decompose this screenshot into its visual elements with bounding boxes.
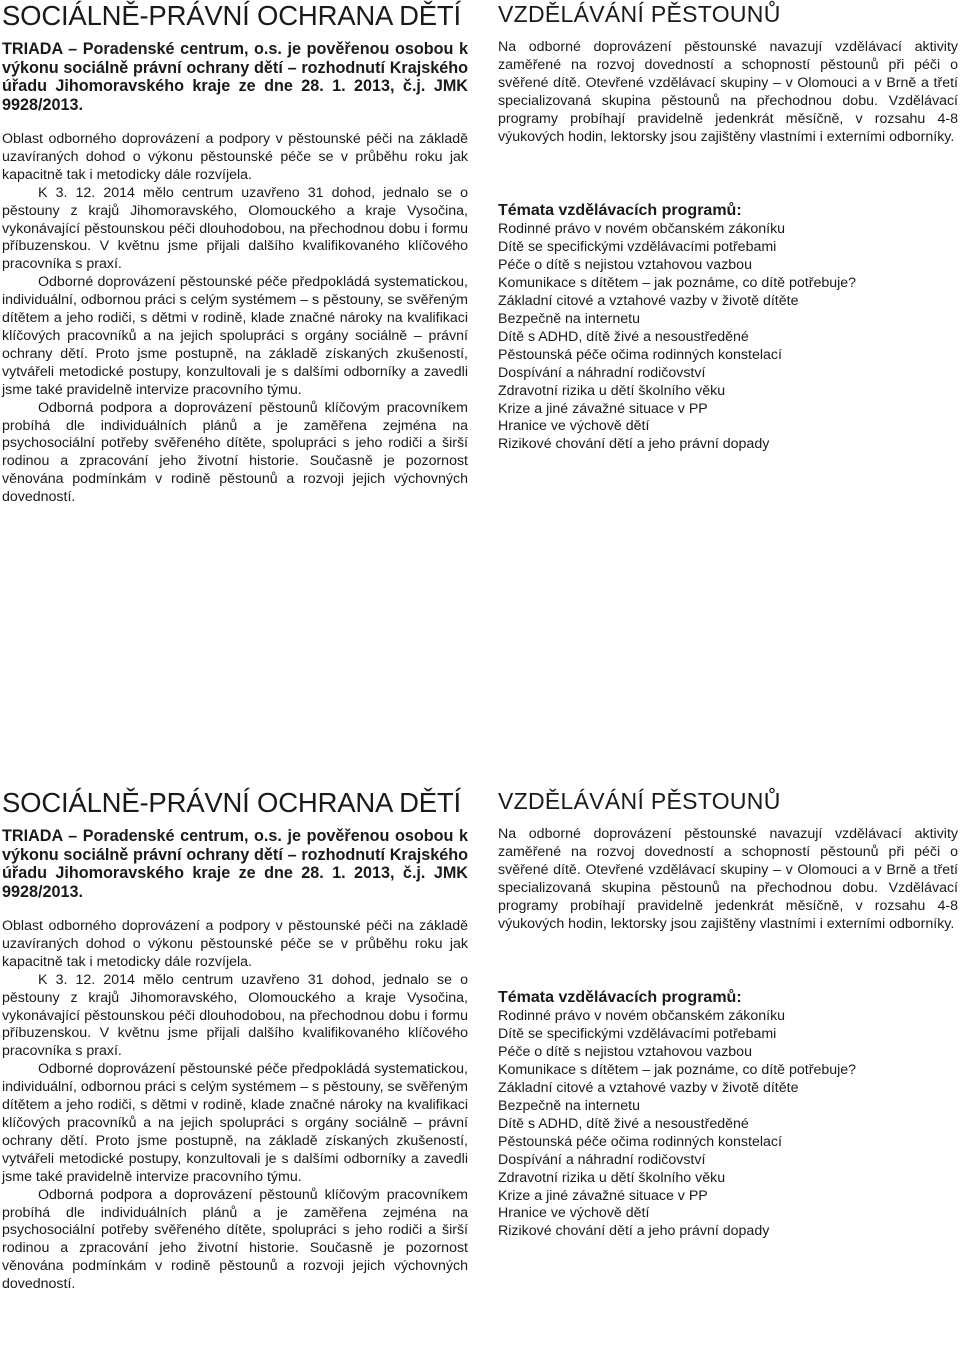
topics-heading: Témata vzdělávacích programů: [498,202,742,220]
body-paragraph: Odborné doprovázení pěstounské péče předpokládá systematickou, individuální, odbornou práci s celým systémem – s pěstouny, se svěřeným dítětem a jeho rodiči, s dětmi v rodině, klade značné nároky na kvalifikaci klíčových pracovníků a na jejich spolupráci s orgány sociálně – právní ochrany dětí. Proto jsme postupně, na základě získaných zkušeností, vytvářeli metodické postupy, konzultovali je s dalšími odborníky a zavedli jsme také pravidelně intervize pracovního týmu. [2,274,468,398]
section-title-child-protection: SOCIÁLNĚ-PRÁVNÍ OCHRANA DĚTÍ [2,787,461,818]
list-item: Dítě se specifickými vzdělávacími potřebami [498,239,777,256]
list-item: Péče o dítě s nejistou vztahovou vazbou [498,257,752,274]
body-paragraph: Oblast odborného doprovázení a podpory v pěstounské péči na základě uzavíraných dohod o výkonu pěstounské péče se v průběhu roku jak kapacitně tak i metodicky dále rozvíjela. [2,131,468,183]
list-item: Komunikace s dítětem – jak poznáme, co dítě potřebuje? [498,275,857,292]
list-item: Základní citové a vztahové vazby v životě dítěte [498,1080,799,1097]
right-column [498,0,958,454]
topics-list [498,221,958,454]
list-item: Rodinné právo v novém občanském zákoníku [498,221,786,238]
page-copy-bottom [0,787,960,1347]
list-item: Hranice ve výchově dětí [498,418,650,435]
list-item: Dítě se specifickými vzdělávacími potřebami [498,1026,777,1043]
section-title-child-protection: SOCIÁLNĚ-PRÁVNÍ OCHRANA DĚTÍ [2,0,461,31]
body-paragraph: Odborná podpora a doprovázení pěstounů klíčovým pracovníkem probíhá dle individuálních plánů a je zaměřena zejména na psychosociální potřeby svěřeného dítěte, spolupráci s jeho rodiči a širší rodinou a zpracování jeho životní historie. Současně je pozornost věnována podmínkám v rodině pěstounů a rozvoji jejich výchovných dovedností. [2,399,468,506]
section-title-foster-education: VZDĚLÁVÁNÍ PĚSTOUNŮ [498,1,781,27]
page-copy-top [0,0,960,560]
list-item: Krize a jiné závažné situace v PP [498,400,708,417]
list-item: Zdravotní rizika u dětí školního věku [498,1169,726,1186]
list-item: Bezpečně na internetu [498,1097,640,1114]
body-paragraph: Odborné doprovázení pěstounské péče předpokládá systematickou, individuální, odbornou práci s celým systémem – s pěstouny, se svěřeným dítětem a jeho rodiči, s dětmi v rodině, klade značné nároky na kvalifikaci klíčových pracovníků a na jejich spolupráci s orgány sociálně – právní ochrany dětí. Proto jsme postupně, na základě získaných zkušeností, vytvářeli metodické postupy, konzultovali je s dalšími odborníky a zavedli jsme také pravidelně intervize pracovního týmu. [2,1061,468,1185]
list-item: Dospívání a náhradní rodičovství [498,1151,706,1168]
body-paragraph: K 3. 12. 2014 mělo centrum uzavřeno 31 dohod, jednalo se o pěstouny z krajů Jihomoravského, Olomouckého a kraje Vysočina, vykonávající pěstounskou péči dlouhodobou, na přechodnou dobu i formu příbuzenskou. V květnu jsme přijali dalšího kvalifikovaného klíčového pracovníka s praxí. [2,971,468,1060]
topics-list [498,1008,958,1241]
topics-heading: Témata vzdělávacích programů: [498,989,742,1007]
list-item: Komunikace s dítětem – jak poznáme, co dítě potřebuje? [498,1062,857,1079]
education-paragraph: Na odborné doprovázení pěstounské navazují vzdělávací aktivity zaměřené na rozvoj dovedností a schopností pěstounů při péči o svěřené dítě. Otevřené vzdělávací skupiny – v Olomouci a v Brně a třetí specializovaná skupina pěstounů na přechodnou dobu. Vzdělávací programy probíhají pravidelně jedenkrát měsíčně, v rozsahu 4-8 výukových hodin, lektorsky jsou zajištěny vlastními i externími odborníky. [498,39,958,145]
lead-paragraph: TRIADA – Poradenské centrum, o.s. je pověřenou osobou k výkonu sociálně právní ochrany dětí – rozhodnutí Krajského úřadu Jihomoravského kraje ze dne 28. 1. 2013, č.j. JMK 9928/2013. [2,40,468,114]
list-item: Pěstounská péče očima rodinných konstelací [498,346,782,363]
list-item: Dospívání a náhradní rodičovství [498,364,706,381]
list-item: Základní citové a vztahové vazby v životě dítěte [498,293,799,310]
list-item: Pěstounská péče očima rodinných konstelací [498,1133,782,1150]
left-column [2,787,468,1294]
list-item: Rodinné právo v novém občanském zákoníku [498,1008,786,1025]
education-paragraph: Na odborné doprovázení pěstounské navazují vzdělávací aktivity zaměřené na rozvoj dovedností a schopností pěstounů při péči o svěřené dítě. Otevřené vzdělávací skupiny – v Olomouci a v Brně a třetí specializovaná skupina pěstounů na přechodnou dobu. Vzdělávací programy probíhají pravidelně jedenkrát měsíčně, v rozsahu 4-8 výukových hodin, lektorsky jsou zajištěny vlastními i externími odborníky. [498,826,958,932]
list-item: Zdravotní rizika u dětí školního věku [498,382,726,399]
list-item: Dítě s ADHD, dítě živé a nesoustředěné [498,328,749,345]
list-item: Bezpečně na internetu [498,310,640,327]
right-column [498,787,958,1241]
lead-paragraph: TRIADA – Poradenské centrum, o.s. je pověřenou osobou k výkonu sociálně právní ochrany dětí – rozhodnutí Krajského úřadu Jihomoravského kraje ze dne 28. 1. 2013, č.j. JMK 9928/2013. [2,827,468,901]
body-paragraph: K 3. 12. 2014 mělo centrum uzavřeno 31 dohod, jednalo se o pěstouny z krajů Jihomoravského, Olomouckého a kraje Vysočina, vykonávající pěstounskou péči dlouhodobou, na přechodnou dobu i formu příbuzenskou. V květnu jsme přijali dalšího kvalifikovaného klíčového pracovníka s praxí. [2,184,468,273]
list-item: Krize a jiné závažné situace v PP [498,1187,708,1204]
section-title-foster-education: VZDĚLÁVÁNÍ PĚSTOUNŮ [498,788,781,814]
list-item: Rizikové chování dětí a jeho právní dopady [498,1223,770,1240]
body-paragraph: Oblast odborného doprovázení a podpory v pěstounské péči na základě uzavíraných dohod o výkonu pěstounské péče se v průběhu roku jak kapacitně tak i metodicky dále rozvíjela. [2,918,468,970]
body-paragraph: Odborná podpora a doprovázení pěstounů klíčovým pracovníkem probíhá dle individuálních plánů a je zaměřena zejména na psychosociální potřeby svěřeného dítěte, spolupráci s jeho rodiči a širší rodinou a zpracování jeho životní historie. Současně je pozornost věnována podmínkám v rodině pěstounů a rozvoji jejich výchovných dovedností. [2,1186,468,1293]
list-item: Dítě s ADHD, dítě živé a nesoustředěné [498,1115,749,1132]
list-item: Rizikové chování dětí a jeho právní dopady [498,436,770,453]
list-item: Péče o dítě s nejistou vztahovou vazbou [498,1044,752,1061]
list-item: Hranice ve výchově dětí [498,1205,650,1222]
left-column [2,0,468,507]
